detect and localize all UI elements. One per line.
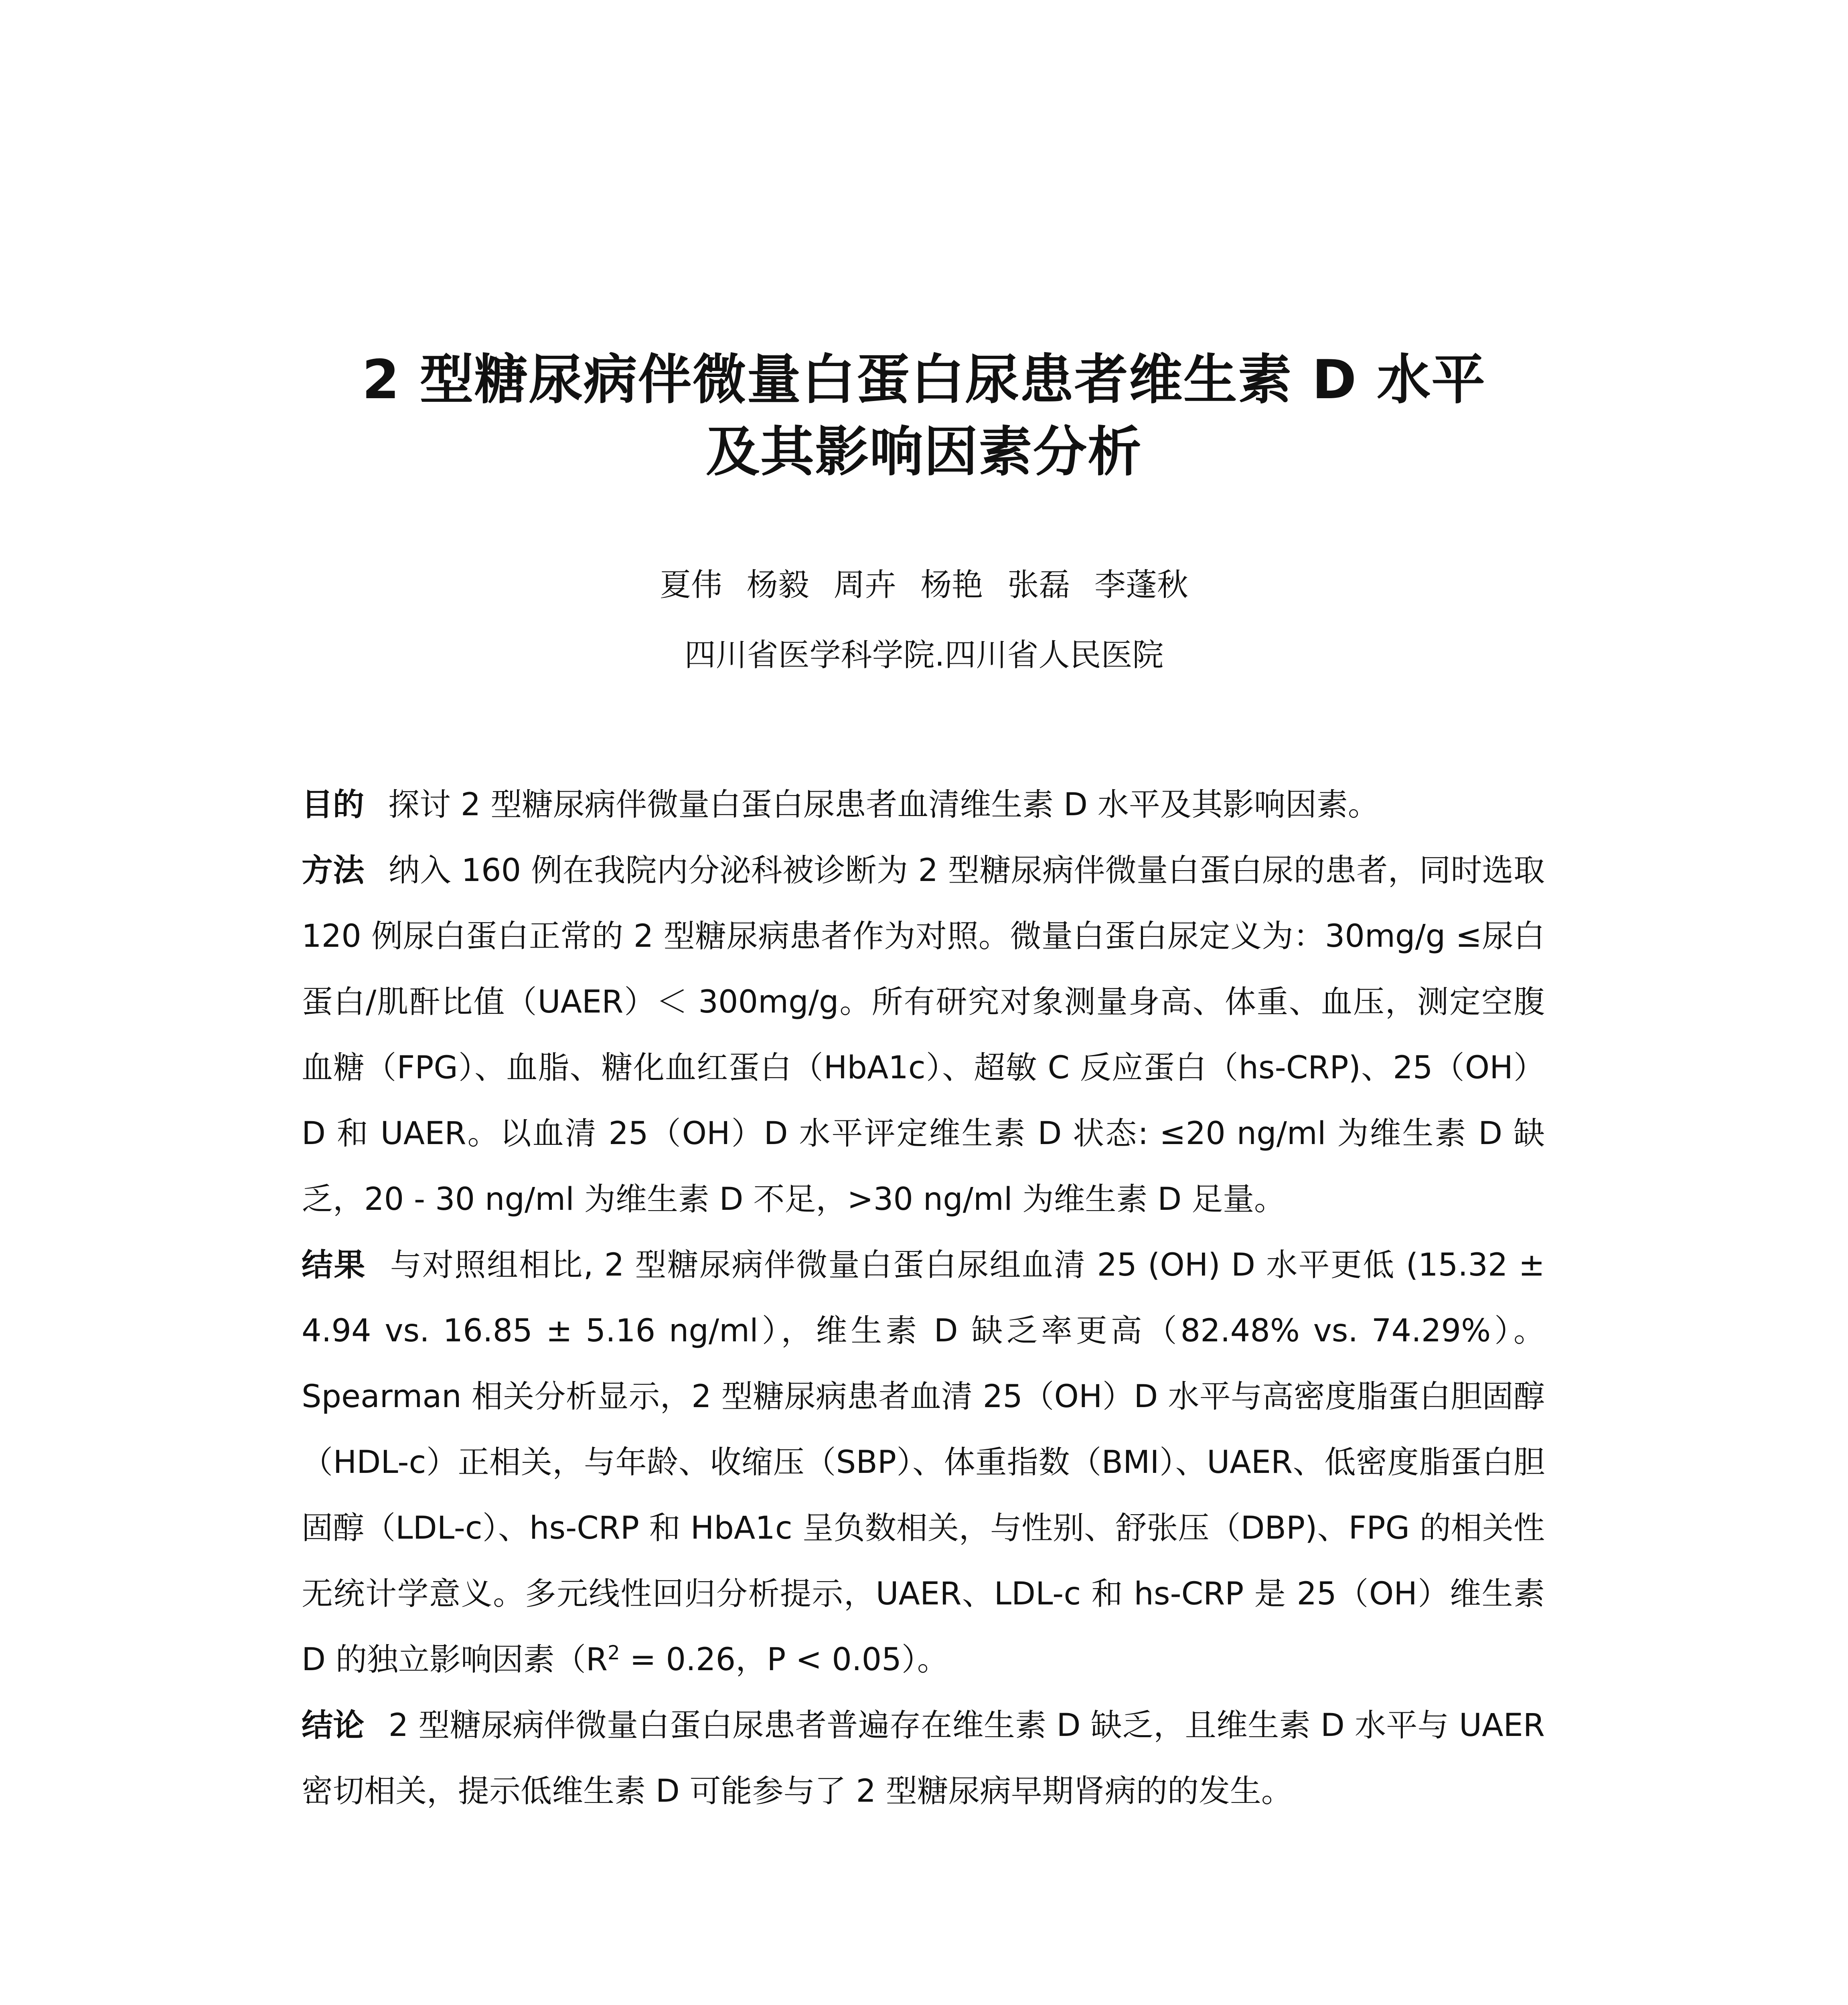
- r-squared-superscript: 2: [608, 1642, 620, 1664]
- author-name: 李蓬秋: [1094, 567, 1189, 603]
- abstract-methods: [302, 838, 1545, 1232]
- author-name: 杨毅: [746, 567, 809, 603]
- paper-title-line-1: 2 型糖尿病伴微量白蛋白尿患者维生素 D 水平: [362, 348, 1486, 411]
- author-name: 夏伟: [659, 567, 722, 603]
- objective-text: 探讨 2 型糖尿病伴微量白蛋白尿患者血清维生素 D 水平及其影响因素。: [388, 787, 1379, 823]
- section-label-results: 结果: [302, 1247, 366, 1283]
- abstract-body: [302, 772, 1545, 1824]
- author-name: 张磊: [1007, 567, 1070, 603]
- paper-title-line-2: 及其影响因素分析: [705, 421, 1142, 483]
- section-label-conclusion: 结论: [302, 1707, 365, 1744]
- abstract-objective: [302, 772, 1545, 838]
- conclusion-text: 2 型糖尿病伴微量白蛋白尿患者普遍存在维生素 D 缺乏，且维生素 D 水平与 UAER 密切相关，提示低维生素 D 可能参与了 2 型糖尿病早期肾病的的发生。: [302, 1707, 1545, 1809]
- section-label-objective: 目的: [302, 787, 365, 823]
- affiliation: 四川省医学科学院.四川省人民医院: [684, 637, 1164, 673]
- author-name: 周卉: [833, 567, 896, 603]
- section-label-methods: 方法: [302, 853, 365, 889]
- results-text: 与对照组相比, 2 型糖尿病伴微量白蛋白尿组血清 25 (OH) D 水平更低 (15.32 ± 4.94 vs. 16.85 ± 5.16 ng/ml），维生素 D 缺乏率更高（82.48% vs. 74.29%）。Spearman 相关分析显示，2 型糖尿病患者血清 25（OH）D 水平与高密度脂蛋白胆固醇（HDL-c）正相关，与年龄、收缩压（SBP）、体重指数（BMI）、UAER、低密度脂蛋白胆固醇（LDL-c）、hs-CRP 和 HbA1c 呈负数相关，与性别、舒张压（DBP)、FPG 的相关性无统计学意义。多元线性回归分析提示，UAER、LDL-c 和 hs-CRP 是 25（OH）维生素 D 的独立影响因素（R: [302, 1247, 1545, 1678]
- methods-text: 纳入 160 例在我院内分泌科被诊断为 2 型糖尿病伴微量白蛋白尿的患者，同时选取 120 例尿白蛋白正常的 2 型糖尿病患者作为对照。微量白蛋白尿定义为：30mg/g ≤尿白蛋白/肌酐比值（UAER）＜ 300mg/g。所有研究对象测量身高、体重、血压，测定空腹血糖（FPG）、血脂、糖化血红蛋白（HbA1c）、超敏 C 反应蛋白（hs-CRP)、25（OH）D 和 UAER。以血清 25（OH）D 水平评定维生素 D 状态: ≤20 ng/ml 为维生素 D 缺乏，20 - 30 ng/ml 为维生素 D 不足，>30 ng/ml 为维生素 D 足量。: [302, 853, 1545, 1217]
- author-list: [0, 569, 1848, 601]
- abstract-results: [302, 1232, 1545, 1693]
- author-name: 杨艳: [920, 567, 983, 603]
- abstract-conclusion: [302, 1693, 1545, 1824]
- results-text-end: = 0.26，P < 0.05）。: [620, 1642, 948, 1678]
